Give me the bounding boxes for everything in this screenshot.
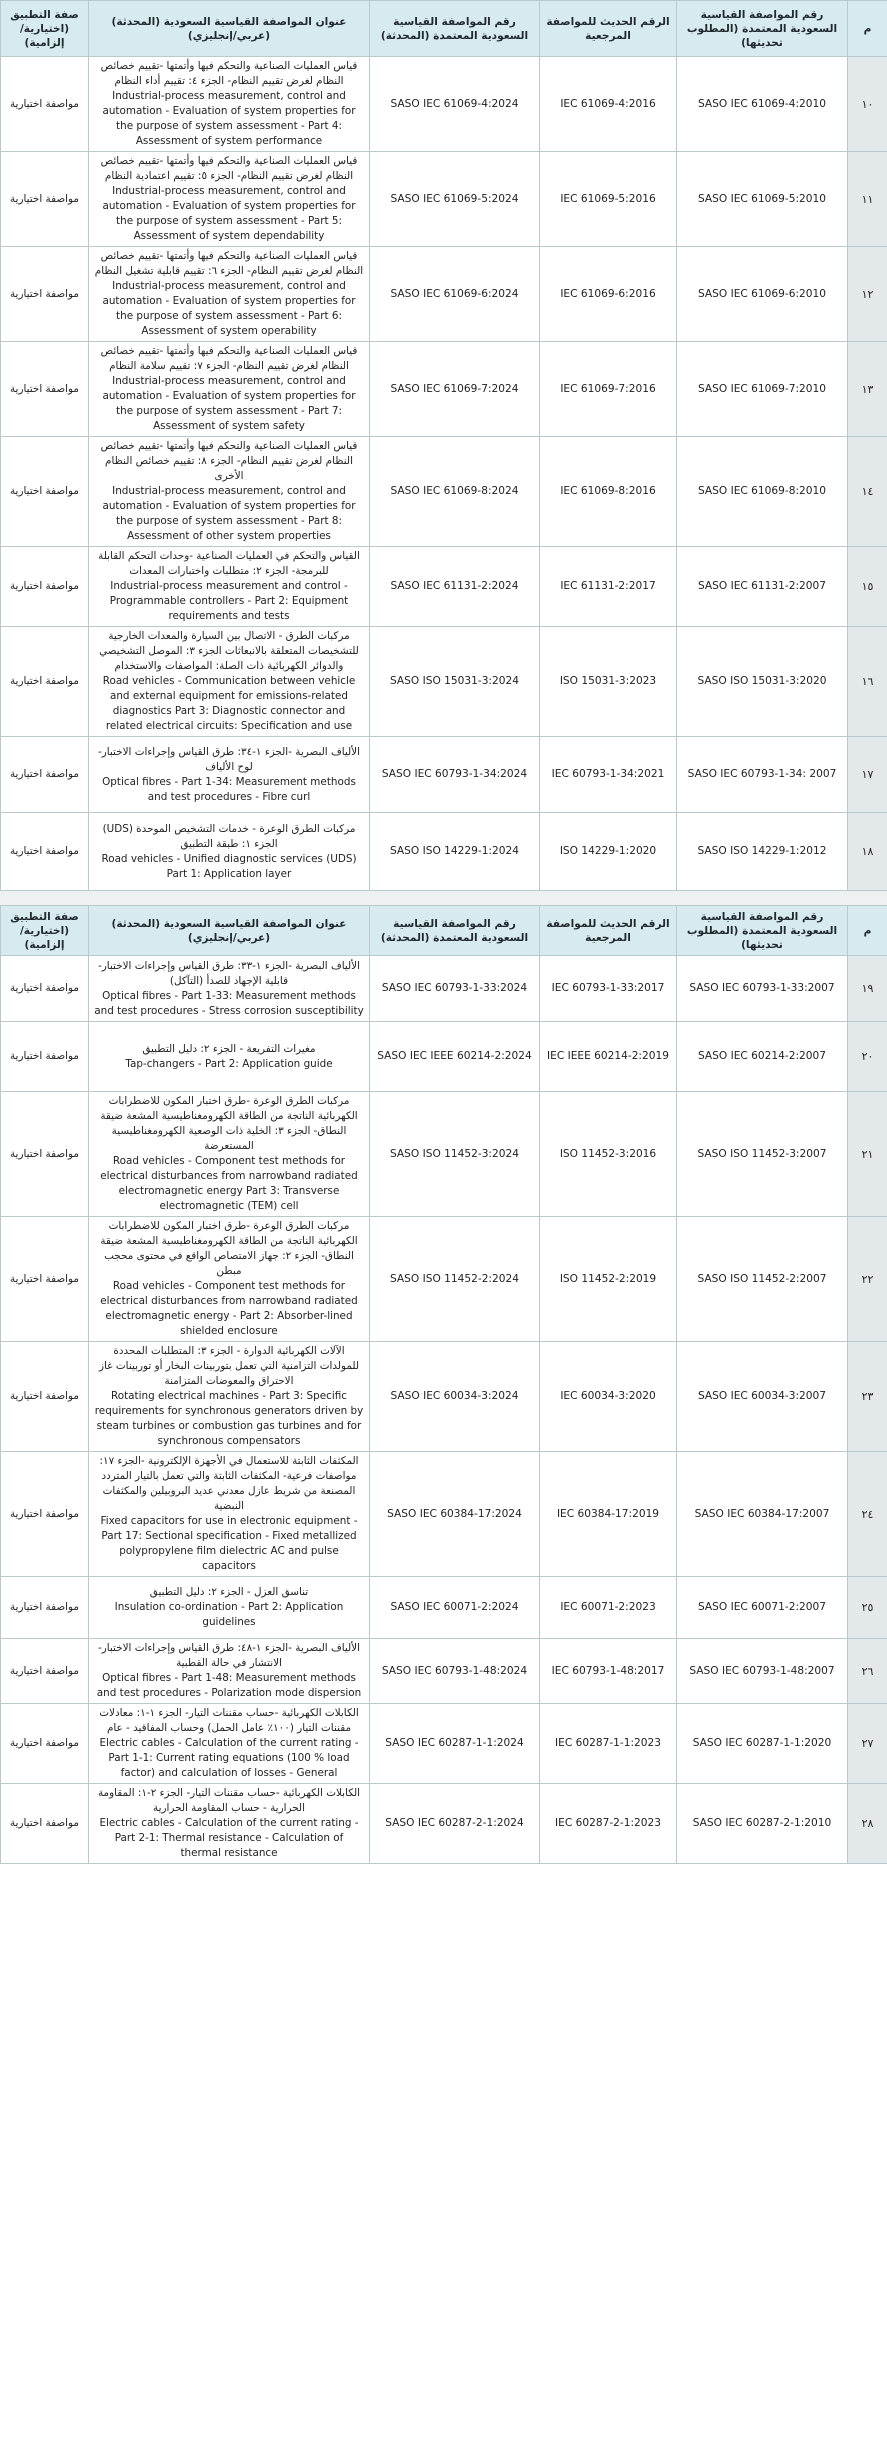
title-arabic: مركبات الطرق الوعرة - خدمات التشخيص الموحدة (UDS) الجزء ١: طبقة التطبيق (102, 822, 356, 850)
serial-number: ١٠ (848, 57, 887, 152)
old-standard-number: SASO IEC 60071-2:2007 (677, 1577, 848, 1639)
reference-standard-number: IEC 60793-1-34:2021 (540, 737, 677, 813)
application-status: مواصفة اختيارية (1, 1452, 89, 1577)
standard-title (89, 737, 370, 813)
title-english: Fixed capacitors for use in electronic equipment - Part 17: Sectional specification - Fixed metallized polypropylene film dielectric AC and pulse capacitors (100, 1515, 358, 1572)
table-row (1, 1217, 887, 1342)
serial-number: ١٦ (848, 627, 887, 737)
title-english: Tap-changers - Part 2: Application guide (125, 1057, 333, 1070)
old-standard-number: SASO IEC 61069-8:2010 (677, 437, 848, 547)
serial-number: ١٤ (848, 437, 887, 547)
title-arabic: مركبات الطرق - الاتصال بين السيارة والمعدات الخارجية للتشخيصات المتعلقة بالانبعاثات الجزء ٣: الموصل التشخيصي والدوائر الكهربائية ذات الصلة: المواصفات والاستخدام (99, 630, 359, 672)
page-break (0, 891, 887, 905)
old-standard-number: SASO IEC 60384-17:2007 (677, 1452, 848, 1577)
standard-title (89, 1022, 370, 1092)
table-row (1, 1022, 887, 1092)
application-status: مواصفة اختيارية (1, 1217, 89, 1342)
standard-title (89, 1784, 370, 1864)
title-english: Rotating electrical machines - Part 3: Specific requirements for synchronous generators driven by steam turbines or combustion gas turbines and for synchronous compensators (94, 1390, 364, 1447)
title-arabic: مركبات الطرق الوعرة -طرق اختبار المكون للاضطرابات الكهربائية الناتجة من الطاقة الكهرومغناطيسية المشعة ضيقة النطاق- الجزء ٣: الخلية ذات الوصعية الكهرومغناطيسية المستعرضة (100, 1095, 358, 1152)
title-arabic: الآلات الكهربائية الدوارة - الجزء ٣: المتطلبات المحددة للمولدات التزامنية التي تعمل بتوربينات البخار أو توربينات غاز الاحتراق والمعوضات المتزامنة (98, 1345, 360, 1387)
header-status: صفة التطبيق (اختيارية/إلزامية) (1, 1, 89, 57)
application-status: مواصفة اختيارية (1, 1704, 89, 1784)
old-standard-number: SASO IEC 61069-5:2010 (677, 152, 848, 247)
standard-title (89, 437, 370, 547)
standard-title (89, 813, 370, 891)
adopted-standard-number: SASO IEC 60071-2:2024 (370, 1577, 540, 1639)
title-english: Industrial-process measurement, control and automation - Evaluation of system properties for the purpose of system assessment - Part 5: Assessment of system dependability (102, 185, 356, 242)
application-status: مواصفة اختيارية (1, 1577, 89, 1639)
title-english: Road vehicles - Component test methods for electrical disturbances from narrowband radiated electromagnetic energy - Part 2: Absorber-lined shielded enclosure (100, 1280, 358, 1337)
old-standard-number: SASO ISO 11452-2:2007 (677, 1217, 848, 1342)
table-row (1, 247, 887, 342)
table-row (1, 1577, 887, 1639)
standard-title (89, 247, 370, 342)
table-row (1, 956, 887, 1022)
header-reference-number: الرقم الحديث للمواصفة المرجعية (540, 1, 677, 57)
standards-table (0, 0, 887, 891)
title-english: Road vehicles - Communication between vehicle and external equipment for emissions-related diagnostics Part 3: Diagnostic connector and related electrical circuits: Specification and use (102, 675, 356, 732)
adopted-standard-number: SASO IEC 61131-2:2024 (370, 547, 540, 627)
header-serial: م (848, 906, 887, 956)
adopted-standard-number: SASO IEC 60287-1-1:2024 (370, 1704, 540, 1784)
serial-number: ١٥ (848, 547, 887, 627)
reference-standard-number: ISO 11452-2:2019 (540, 1217, 677, 1342)
header-adopted-number: رقم المواصفة القياسية السعودية المعتمدة (المحدثة) (370, 1, 540, 57)
reference-standard-number: IEC 60287-2-1:2023 (540, 1784, 677, 1864)
title-arabic: الكابلات الكهربائية -حساب مقننات التيار- الجزء ٢-١: المقاومة الحرارية - حساب المقاومة الحرارية (97, 1787, 361, 1814)
standard-title (89, 1639, 370, 1704)
serial-number: ٢٤ (848, 1452, 887, 1577)
reference-standard-number: ISO 11452-3:2016 (540, 1092, 677, 1217)
application-status: مواصفة اختيارية (1, 437, 89, 547)
reference-standard-number: IEC 61131-2:2017 (540, 547, 677, 627)
reference-standard-number: IEC 61069-4:2016 (540, 57, 677, 152)
reference-standard-number: IEC IEEE 60214-2:2019 (540, 1022, 677, 1092)
title-arabic: قياس العمليات الصناعية والتحكم فيها وأتمتها -تقييم خصائص النظام لغرض تقييم النظام- الجزء ٨: تقييم خصائص النظام الأخرى (100, 440, 358, 482)
reference-standard-number: IEC 60034-3:2020 (540, 1342, 677, 1452)
old-standard-number: SASO IEC 61069-6:2010 (677, 247, 848, 342)
serial-number: ١٧ (848, 737, 887, 813)
table-row (1, 1452, 887, 1577)
adopted-standard-number: SASO IEC 60034-3:2024 (370, 1342, 540, 1452)
serial-number: ١٢ (848, 247, 887, 342)
title-arabic: مغيرات التفريعة - الجزء ٢: دليل التطبيق (142, 1042, 316, 1055)
application-status: مواصفة اختيارية (1, 152, 89, 247)
reference-standard-number: IEC 61069-6:2016 (540, 247, 677, 342)
reference-standard-number: IEC 60287-1-1:2023 (540, 1704, 677, 1784)
application-status: مواصفة اختيارية (1, 1784, 89, 1864)
serial-number: ٢٨ (848, 1784, 887, 1864)
serial-number: ١٣ (848, 342, 887, 437)
old-standard-number: SASO IEC 60793-1-34: 2007 (677, 737, 848, 813)
adopted-standard-number: SASO ISO 11452-3:2024 (370, 1092, 540, 1217)
adopted-standard-number: SASO IEC 60287-2-1:2024 (370, 1784, 540, 1864)
header-row (1, 1, 887, 57)
reference-standard-number: IEC 61069-5:2016 (540, 152, 677, 247)
table-row (1, 1092, 887, 1217)
old-standard-number: SASO IEC 61069-4:2010 (677, 57, 848, 152)
header-row (1, 906, 887, 956)
serial-number: ٢٠ (848, 1022, 887, 1092)
adopted-standard-number: SASO IEC 61069-8:2024 (370, 437, 540, 547)
table-row (1, 57, 887, 152)
serial-number: ٢٦ (848, 1639, 887, 1704)
standards-table (0, 905, 887, 1864)
adopted-standard-number: SASO IEC 60793-1-33:2024 (370, 956, 540, 1022)
header-old-number: رقم المواصفة القياسية السعودية المعتمدة (المطلوب تحديثها) (677, 1, 848, 57)
adopted-standard-number: SASO ISO 15031-3:2024 (370, 627, 540, 737)
table-row (1, 152, 887, 247)
application-status: مواصفة اختيارية (1, 1342, 89, 1452)
application-status: مواصفة اختيارية (1, 737, 89, 813)
adopted-standard-number: SASO IEC 61069-7:2024 (370, 342, 540, 437)
standard-title (89, 627, 370, 737)
reference-standard-number: IEC 60793-1-33:2017 (540, 956, 677, 1022)
reference-standard-number: IEC 61069-7:2016 (540, 342, 677, 437)
header-serial: م (848, 1, 887, 57)
application-status: مواصفة اختيارية (1, 1022, 89, 1092)
serial-number: ٢٥ (848, 1577, 887, 1639)
title-english: Industrial-process measurement, control and automation - Evaluation of system properties for the purpose of system assessment - Part 4: Assessment of system performance (102, 90, 356, 147)
header-status: صفة التطبيق (اختيارية/إلزامية) (1, 906, 89, 956)
title-arabic: القياس والتحكم في العمليات الصناعية -وحدات التحكم القابلة للبرمجة- الجزء ٢: متطلبات واختبارات المعدات (98, 550, 360, 577)
adopted-standard-number: SASO IEC 61069-4:2024 (370, 57, 540, 152)
application-status: مواصفة اختيارية (1, 1092, 89, 1217)
standard-title (89, 1704, 370, 1784)
serial-number: ١١ (848, 152, 887, 247)
title-english: Optical fibres - Part 1-34: Measurement methods and test procedures - Fibre curl (102, 775, 356, 803)
table-row (1, 1704, 887, 1784)
old-standard-number: SASO IEC 60214-2:2007 (677, 1022, 848, 1092)
title-english: Optical fibres - Part 1-33: Measurement methods and test procedures - Stress corrosion susceptibility (94, 989, 364, 1017)
application-status: مواصفة اختيارية (1, 1639, 89, 1704)
standard-title (89, 1092, 370, 1217)
adopted-standard-number: SASO IEC 60384-17:2024 (370, 1452, 540, 1577)
standard-title (89, 1342, 370, 1452)
title-arabic: قياس العمليات الصناعية والتحكم فيها وأتمتها -تقييم خصائص النظام لغرض تقييم النظام- الجزء ٤: تقييم أداء النظام (100, 60, 358, 87)
old-standard-number: SASO IEC 60287-1-1:2020 (677, 1704, 848, 1784)
standard-title (89, 1452, 370, 1577)
application-status: مواصفة اختيارية (1, 57, 89, 152)
title-arabic: الألياف البصرية -الجزء ١-٣٤: طرق القياس وإجراءات الاختبار- لوح الألياف (97, 745, 360, 773)
old-standard-number: SASO IEC 60287-2-1:2010 (677, 1784, 848, 1864)
serial-number: ٢٣ (848, 1342, 887, 1452)
adopted-standard-number: SASO ISO 11452-2:2024 (370, 1217, 540, 1342)
title-english: Industrial-process measurement, control and automation - Evaluation of system properties for the purpose of system assessment - Part 7: Assessment of system safety (102, 375, 356, 432)
table-row (1, 627, 887, 737)
title-arabic: المكثفات الثابتة للاستعمال في الأجهزة الإلكترونية -الجزء ١٧: مواصفات فرعية- المكثفات الثابتة والتي تعمل بالتيار المتردد المصنعة من شريط عازل معدني عديد البروبيلين والمكثفات النبضية (99, 1455, 359, 1512)
title-english: Electric cables - Calculation of the current rating - Part 2-1: Thermal resistance - Calculation of thermal resistance (99, 1817, 359, 1859)
serial-number: ١٨ (848, 813, 887, 891)
adopted-standard-number: SASO IEC IEEE 60214-2:2024 (370, 1022, 540, 1092)
reference-standard-number: IEC 61069-8:2016 (540, 437, 677, 547)
application-status: مواصفة اختيارية (1, 956, 89, 1022)
title-arabic: قياس العمليات الصناعية والتحكم فيها وأتمتها -تقييم خصائص النظام لغرض تقييم النظام- الجزء ٧: تقييم سلامة النظام (100, 345, 358, 372)
table-row (1, 1784, 887, 1864)
table-row (1, 1639, 887, 1704)
standard-title (89, 57, 370, 152)
serial-number: ٢٧ (848, 1704, 887, 1784)
title-english: Industrial-process measurement, control and automation - Evaluation of system properties for the purpose of system assessment - Part 6: Assessment of system operability (102, 280, 356, 337)
adopted-standard-number: SASO IEC 61069-6:2024 (370, 247, 540, 342)
title-english: Electric cables - Calculation of the current rating - Part 1-1: Current rating equations (100 % load factor) and calculation of losses - General (99, 1737, 359, 1779)
adopted-standard-number: SASO IEC 60793-1-34:2024 (370, 737, 540, 813)
title-arabic: الألياف البصرية -الجزء ١-٣٣: طرق القياس وإجراءات الاختبار- قابلية الإجهاد للصدأ (التآكل) (97, 959, 360, 987)
application-status: مواصفة اختيارية (1, 627, 89, 737)
application-status: مواصفة اختيارية (1, 547, 89, 627)
title-arabic: قياس العمليات الصناعية والتحكم فيها وأتمتها -تقييم خصائص النظام لغرض تقييم النظام- الجزء ٥: تقييم اعتمادية النظام (100, 155, 358, 182)
table-row (1, 737, 887, 813)
application-status: مواصفة اختيارية (1, 247, 89, 342)
application-status: مواصفة اختيارية (1, 342, 89, 437)
old-standard-number: SASO ISO 15031-3:2020 (677, 627, 848, 737)
title-arabic: قياس العمليات الصناعية والتحكم فيها وأتمتها -تقييم خصائص النظام لغرض تقييم النظام- الجزء ٦: تقييم قابلية تشغيل النظام (94, 250, 364, 277)
standard-title (89, 547, 370, 627)
serial-number: ٢٢ (848, 1217, 887, 1342)
title-english: Insulation co-ordination - Part 2: Application guidelines (114, 1601, 344, 1628)
adopted-standard-number: SASO IEC 61069-5:2024 (370, 152, 540, 247)
standard-title (89, 152, 370, 247)
reference-standard-number: ISO 14229-1:2020 (540, 813, 677, 891)
adopted-standard-number: SASO ISO 14229-1:2024 (370, 813, 540, 891)
title-arabic: الكابلات الكهربائية -حساب مقننات التيار- الجزء ١-١: معادلات مقننات التيار (١٠٠٪ عامل الحمل) وحساب المفاقيد - عام (99, 1707, 359, 1734)
reference-standard-number: IEC 60793-1-48:2017 (540, 1639, 677, 1704)
table-row (1, 342, 887, 437)
title-english: Road vehicles - Component test methods for electrical disturbances from narrowband radiated electromagnetic energy Part 3: Transverse electromagnetic (TEM) cell (100, 1155, 358, 1212)
old-standard-number: SASO IEC 60793-1-48:2007 (677, 1639, 848, 1704)
title-english: Industrial-process measurement and control - Programmable controllers - Part 2: Equipment requirements and tests (109, 580, 349, 622)
old-standard-number: SASO IEC 61069-7:2010 (677, 342, 848, 437)
title-arabic: الألياف البصرية -الجزء ١-٤٨: طرق القياس وإجراءات الاختبار- الانتشار في حالة القطبية (97, 1642, 360, 1669)
header-old-number: رقم المواصفة القياسية السعودية المعتمدة (المطلوب تحديثها) (677, 906, 848, 956)
title-english: Road vehicles - Unified diagnostic services (UDS) Part 1: Application layer (101, 852, 357, 880)
old-standard-number: SASO ISO 14229-1:2012 (677, 813, 848, 891)
old-standard-number: SASO IEC 60034-3:2007 (677, 1342, 848, 1452)
title-english: Optical fibres - Part 1-48: Measurement methods and test procedures - Polarization mode dispersion (96, 1672, 362, 1699)
title-english: Industrial-process measurement, control and automation - Evaluation of system properties for the purpose of system assessment - Part 8: Assessment of other system properties (102, 485, 356, 542)
old-standard-number: SASO IEC 60793-1-33:2007 (677, 956, 848, 1022)
title-arabic: تناسق العزل - الجزء ٢: دليل التطبيق (149, 1586, 309, 1598)
serial-number: ١٩ (848, 956, 887, 1022)
old-standard-number: SASO ISO 11452-3:2007 (677, 1092, 848, 1217)
table-row (1, 1342, 887, 1452)
reference-standard-number: ISO 15031-3:2023 (540, 627, 677, 737)
reference-standard-number: IEC 60071-2:2023 (540, 1577, 677, 1639)
reference-standard-number: IEC 60384-17:2019 (540, 1452, 677, 1577)
adopted-standard-number: SASO IEC 60793-1-48:2024 (370, 1639, 540, 1704)
header-adopted-number: رقم المواصفة القياسية السعودية المعتمدة (المحدثة) (370, 906, 540, 956)
serial-number: ٢١ (848, 1092, 887, 1217)
standard-title (89, 1217, 370, 1342)
application-status: مواصفة اختيارية (1, 813, 89, 891)
old-standard-number: SASO IEC 61131-2:2007 (677, 547, 848, 627)
table-row (1, 813, 887, 891)
table-row (1, 547, 887, 627)
header-title: عنوان المواصفة القياسية السعودية (المحدثة) (عربي/إنجليزي) (89, 906, 370, 956)
standard-title (89, 342, 370, 437)
standard-title (89, 1577, 370, 1639)
title-arabic: مركبات الطرق الوعرة -طرق اختبار المكون للاضطرابات الكهربائية الناتجة من الطاقة الكهرومغناطيسية المشعة ضيقة النطاق- الجزء ٢: جهاز الامتصاص الواقع في محتوى محجب مبطن (100, 1220, 358, 1277)
header-reference-number: الرقم الحديث للمواصفة المرجعية (540, 906, 677, 956)
standard-title (89, 956, 370, 1022)
table-row (1, 437, 887, 547)
header-title: عنوان المواصفة القياسية السعودية (المحدثة) (عربي/إنجليزي) (89, 1, 370, 57)
